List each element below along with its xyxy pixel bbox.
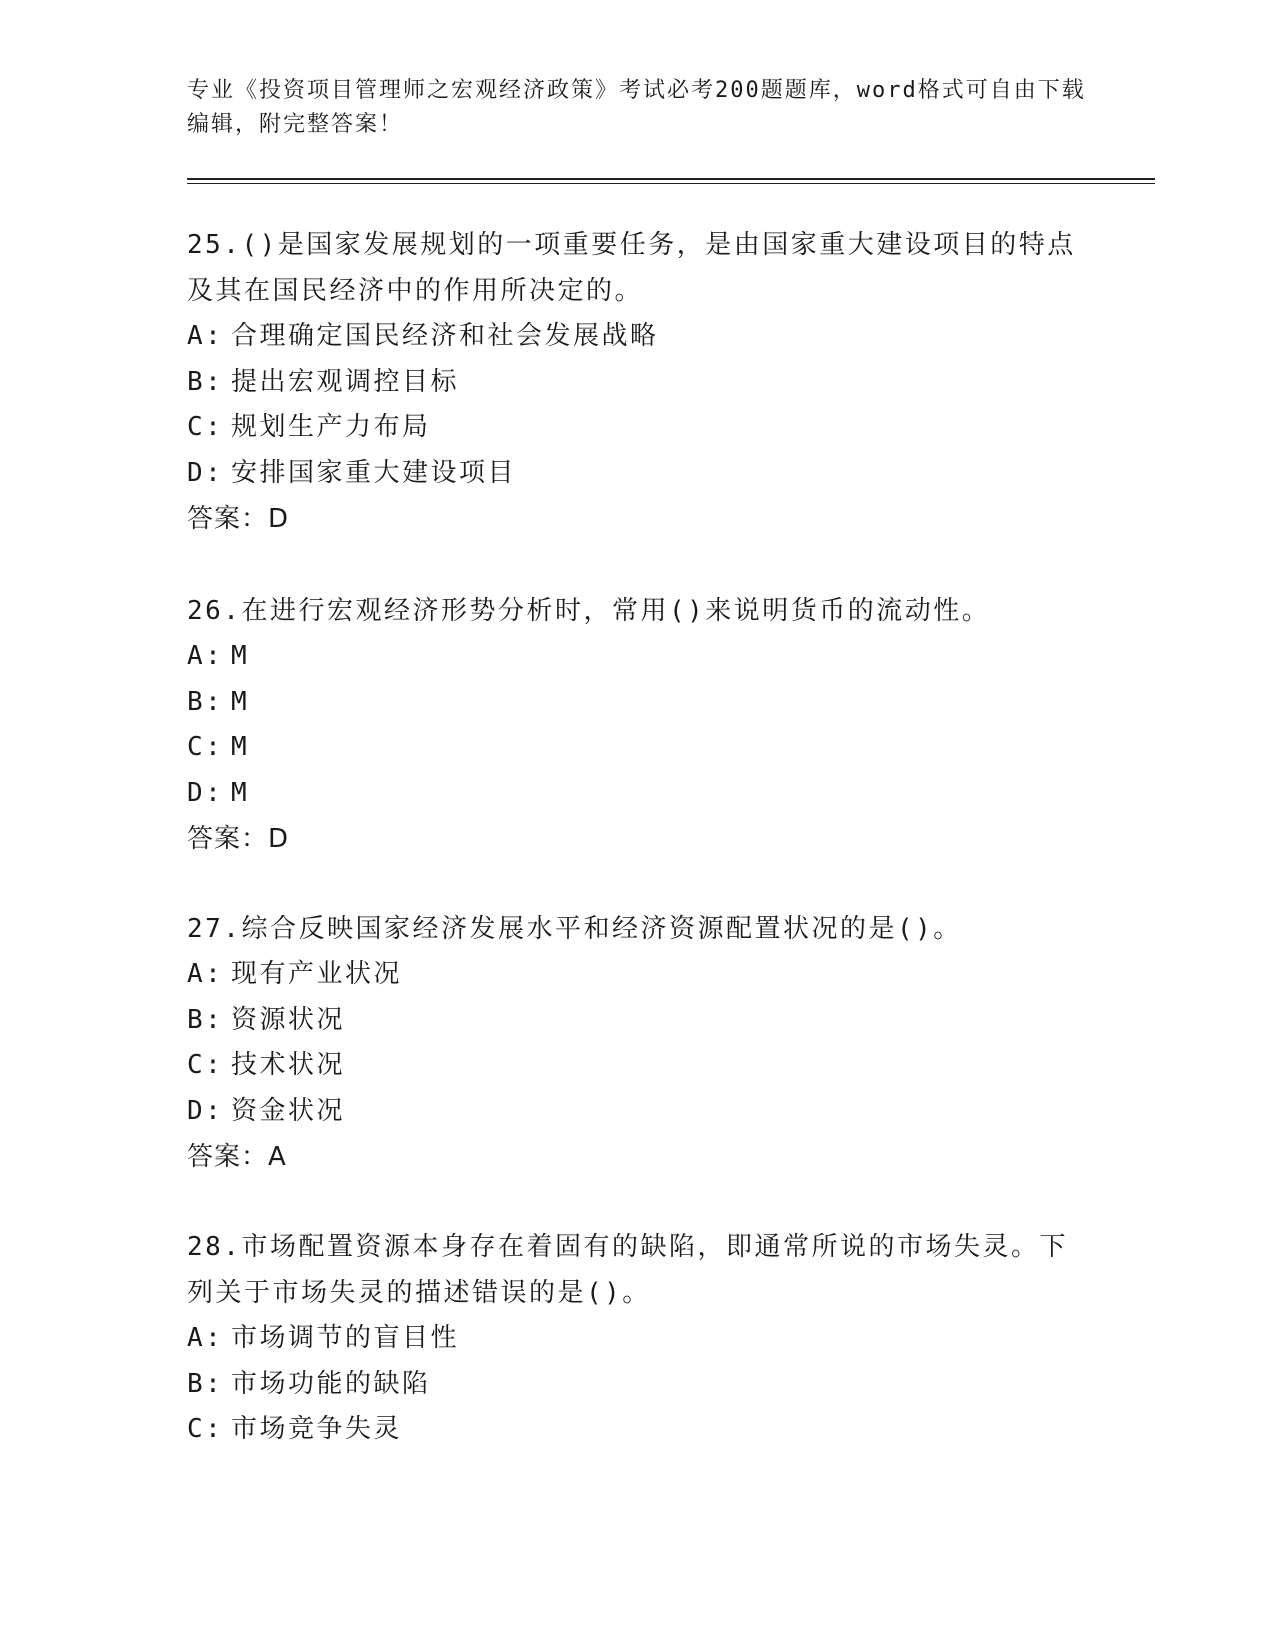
option-c [187, 1407, 1087, 1453]
question-stem: 26.在进行宏观经济形势分析时，常用()来说明货币的流动性。 [187, 596, 991, 626]
option-text: 市场调节的盲目性 [231, 1323, 460, 1353]
option-b [187, 360, 1087, 406]
option-c [187, 1043, 1087, 1089]
option-text: 资源状况 [231, 1004, 346, 1035]
question-stem: 27.综合反映国家经济发展水平和经济资源配置状况的是()。 [187, 914, 962, 944]
question-stem: 28.市场配置资源本身存在着固有的缺陷，即通常所说的市场失灵。下列关于市场失灵的描述错误的是()。 [187, 1232, 1068, 1308]
question-stem: 25.()是国家发展规划的一项重要任务，是由国家重大建设项目的特点及其在国民经济中的作用所决定的。 [187, 230, 1076, 306]
option-letter: C: [187, 412, 224, 442]
option-letter: B: [187, 366, 224, 397]
option-letter: C: [187, 732, 224, 762]
option-a [187, 1316, 1087, 1362]
option-text: 现有产业状况 [231, 959, 403, 989]
document-header: 专业《投资项目管理师之宏观经济政策》考试必考200题题库，word格式可自由下载编辑，附完整答案！ [187, 78, 1086, 137]
option-letter: C: [187, 1414, 224, 1444]
option-text: M [231, 686, 250, 717]
option-d [187, 771, 1087, 817]
option-text: 合理确定国民经济和社会发展战略 [231, 321, 659, 351]
option-text: M [231, 732, 250, 762]
answer-label: 答案：A [187, 1142, 287, 1172]
option-text: M [231, 777, 250, 808]
question-25 [187, 222, 1087, 542]
answer-label: 答案：D [187, 824, 290, 854]
option-text: M [231, 641, 250, 671]
option-text: 市场功能的缺陷 [231, 1368, 431, 1399]
question-27 [187, 906, 1087, 1180]
option-d [187, 451, 1087, 497]
option-letter: D: [187, 777, 224, 808]
option-letter: A: [187, 959, 224, 989]
option-letter: D: [187, 457, 224, 488]
option-text: 安排国家重大建设项目 [231, 457, 517, 488]
question-28 [187, 1224, 1087, 1453]
question-26 [187, 588, 1087, 862]
option-b [187, 998, 1087, 1044]
option-letter: A: [187, 641, 224, 671]
option-a [187, 314, 1087, 360]
option-letter: B: [187, 686, 224, 717]
option-letter: A: [187, 1323, 224, 1353]
option-text: 资金状况 [231, 1095, 346, 1126]
option-d [187, 1089, 1087, 1135]
option-b [187, 1362, 1087, 1408]
option-text: 市场竞争失灵 [231, 1414, 403, 1444]
option-text: 技术状况 [231, 1050, 346, 1080]
option-a [187, 952, 1087, 998]
option-c [187, 405, 1087, 451]
header-divider-thick [187, 178, 1155, 180]
answer-label: 答案：D [187, 504, 290, 534]
header-divider-thin [187, 183, 1155, 184]
option-letter: B: [187, 1368, 224, 1399]
option-letter: D: [187, 1095, 224, 1126]
option-letter: C: [187, 1050, 224, 1080]
option-b [187, 680, 1087, 726]
option-a [187, 634, 1087, 680]
option-c [187, 725, 1087, 771]
option-text: 提出宏观调控目标 [231, 366, 460, 397]
option-letter: B: [187, 1004, 224, 1035]
option-letter: A: [187, 321, 224, 351]
option-text: 规划生产力布局 [231, 412, 431, 442]
